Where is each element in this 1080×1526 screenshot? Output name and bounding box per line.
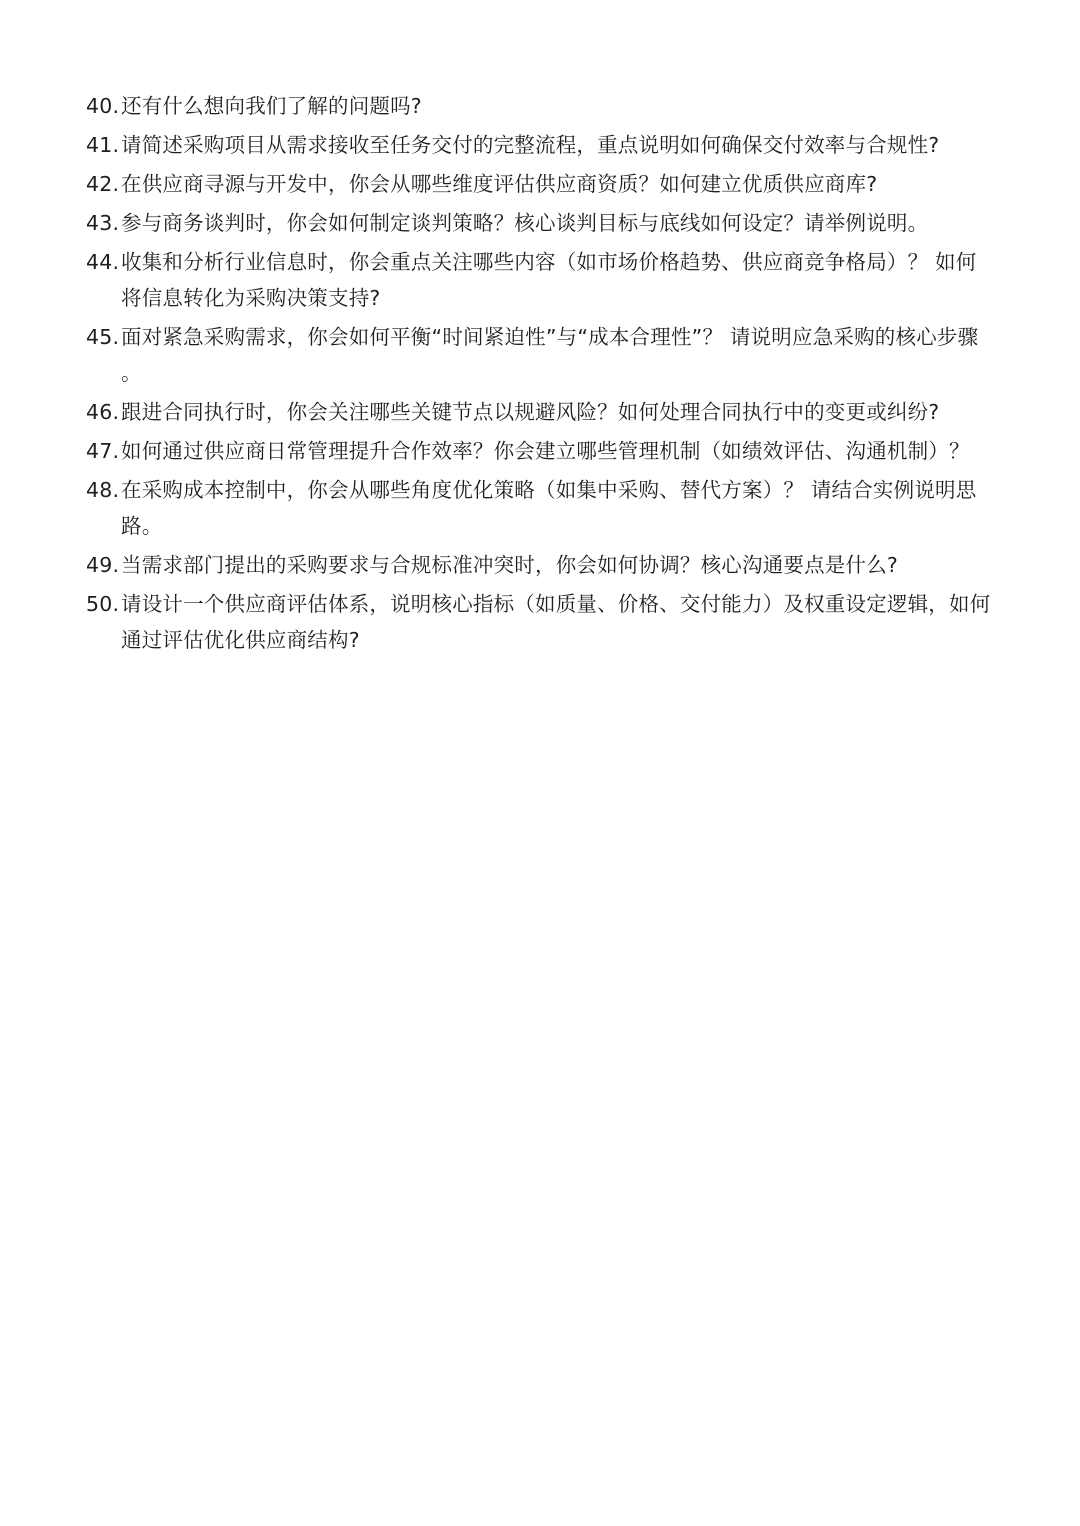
question-list	[86, 88, 996, 661]
question-number: 42.	[86, 172, 120, 196]
question-number: 46.	[86, 400, 120, 424]
question-item	[86, 586, 996, 658]
question-number: 45.	[86, 325, 120, 349]
question-item	[86, 547, 996, 583]
question-text: 请设计一个供应商评估体系，说明核心指标（如质量、价格、交付能力）及权重设定逻辑，如何通过评估优化供应商结构?	[121, 592, 991, 652]
question-item	[86, 244, 996, 316]
question-number: 48.	[86, 478, 120, 502]
question-item	[86, 88, 996, 124]
question-number: 47.	[86, 439, 120, 463]
question-text: 还有什么想向我们了解的问题吗?	[121, 94, 422, 118]
question-text: 收集和分析行业信息时，你会重点关注哪些内容（如市场价格趋势、供应商竞争格局）？ 如何将信息转化为采购决策支持?	[121, 250, 977, 310]
question-text: 在采购成本控制中，你会从哪些角度优化策略（如集中采购、替代方案）？ 请结合实例说明思路。	[121, 478, 977, 538]
question-number: 41.	[86, 133, 120, 157]
question-item	[86, 127, 996, 163]
question-number: 40.	[86, 94, 120, 118]
question-item	[86, 394, 996, 430]
question-number: 49.	[86, 553, 120, 577]
question-number: 43.	[86, 211, 120, 235]
question-number: 50.	[86, 592, 120, 616]
question-text: 如何通过供应商日常管理提升合作效率？你会建立哪些管理机制（如绩效评估、沟通机制）？	[121, 439, 970, 463]
question-item	[86, 205, 996, 241]
question-item	[86, 166, 996, 202]
question-text: 请简述采购项目从需求接收至任务交付的完整流程，重点说明如何确保交付效率与合规性?	[121, 133, 940, 157]
question-text: 在供应商寻源与开发中，你会从哪些维度评估供应商资质？如何建立优质供应商库?	[121, 172, 878, 196]
question-text: 参与商务谈判时，你会如何制定谈判策略？核心谈判目标与底线如何设定？请举例说明。	[121, 211, 929, 235]
question-number: 44.	[86, 250, 120, 274]
question-text: 面对紧急采购需求，你会如何平衡“时间紧迫性”与“成本合理性”？ 请说明应急采购的核心步骤。	[121, 325, 979, 385]
question-text: 当需求部门提出的采购要求与合规标准冲突时，你会如何协调？核心沟通要点是什么?	[121, 553, 898, 577]
question-item	[86, 433, 996, 469]
question-item	[86, 319, 996, 391]
question-item	[86, 472, 996, 544]
question-text: 跟进合同执行时，你会关注哪些关键节点以规避风险？如何处理合同执行中的变更或纠纷?	[121, 400, 940, 424]
